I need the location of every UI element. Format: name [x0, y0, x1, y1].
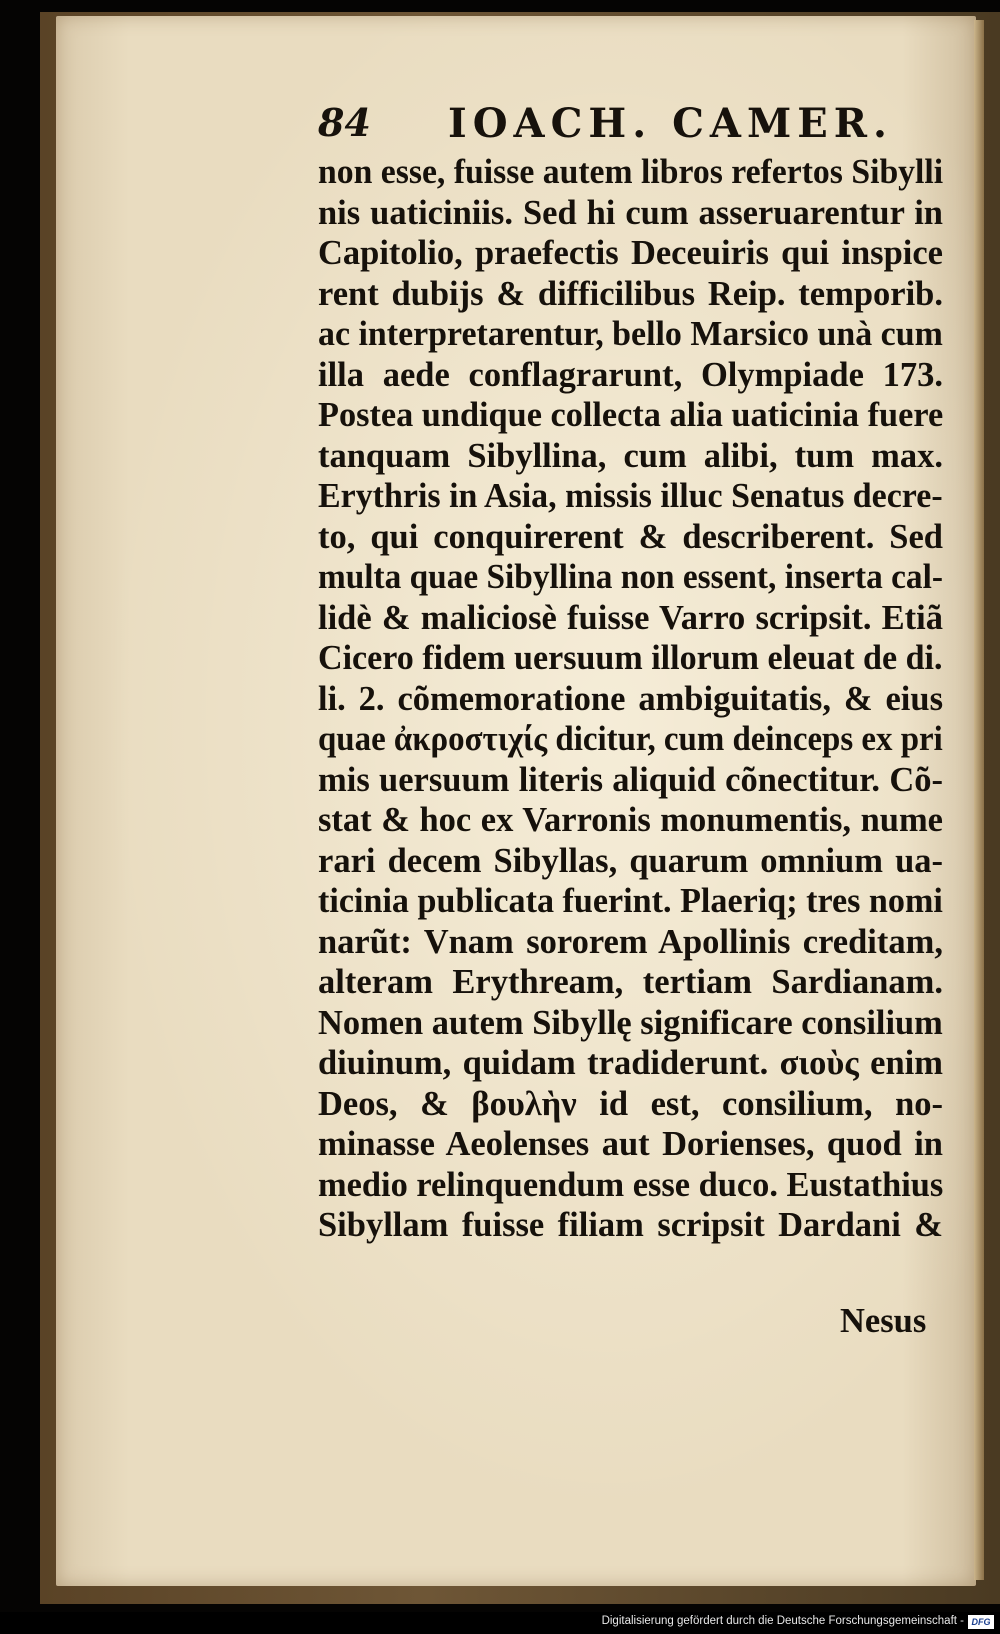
footer-bar	[0, 1612, 1000, 1634]
text-line: Erythris in Asia, missis illuc Senatus decre-	[318, 477, 943, 515]
text-line: Deos, & βουλὴν id est, consilium, no-	[318, 1084, 943, 1123]
text-line: alteram Erythream, tertiam Sardianam.	[318, 963, 943, 1001]
body-text	[318, 152, 943, 1246]
page-header	[318, 96, 893, 156]
text-line: ticinia publicata fuerint. Plaeriq; tres nomi	[318, 882, 943, 920]
text-line: Cicero fidem uersuum illorum eleuat de di.	[318, 639, 943, 677]
text-line: narũt: Vnam sororem Apollinis creditam,	[318, 922, 943, 961]
text-line: nis uaticiniis. Sed hi cum asseruarentur in	[318, 193, 943, 232]
text-line: li. 2. cõmemoratione ambiguitatis, & eius	[318, 679, 943, 718]
text-line: multa quae Sibyllina non essent, inserta cal-	[318, 558, 943, 596]
text-line: stat & hoc ex Varronis monumentis, nume	[318, 801, 943, 839]
text-line: Capitolio, praefectis Deceuiris qui inspice	[318, 234, 943, 272]
text-line: minasse Aeolenses aut Dorienses, quod in	[318, 1125, 943, 1163]
text-line: ac interpretarentur, bello Marsico unà cum	[318, 315, 943, 353]
digitization-credit: Digitalisierung gefördert durch die Deutsche Forschungsgemeinschaft -	[601, 1615, 964, 1627]
text-line: Sibyllam fuisse filiam scripsit Dardani &	[318, 1206, 943, 1244]
text-line: rent dubijs & difficilibus Reip. temporib.	[318, 274, 943, 313]
text-line: mis uersuum literis aliquid cõnectitur. Cõ-	[318, 760, 943, 799]
running-head: IOACH. CAMER.	[448, 100, 893, 147]
catchword: Nesus	[840, 1302, 927, 1340]
page-right-edge	[974, 20, 984, 1580]
text-line: to, qui conquirerent & describerent. Sed	[318, 517, 943, 556]
text-line: rari decem Sibyllas, quarum omnium ua-	[318, 841, 943, 880]
page-number: 84	[318, 100, 371, 145]
text-line: diuinum, quidam tradiderunt. σιοὺς enim	[318, 1044, 943, 1082]
text-line: medio relinquendum esse duco. Eustathius	[318, 1165, 944, 1204]
text-line: illa aede conflagrarunt, Olympiade 173.	[318, 355, 943, 394]
text-line: Postea undique collecta alia uaticinia fuere	[318, 396, 944, 434]
text-line: tanquam Sibyllina, cum alibi, tum max.	[318, 436, 943, 475]
text-line: quae ἀκρoστιχίς dicitur, cum deinceps ex pri	[318, 720, 943, 758]
text-line: lidè & maliciosè fuisse Varro scripsit. Etiã	[318, 598, 943, 637]
dfg-logo-icon: DFG	[968, 1615, 994, 1629]
text-line: non esse, fuisse autem libros refertos Sibylli	[318, 153, 944, 191]
text-line: Nomen autem Sibyllę significare consilium	[318, 1003, 943, 1042]
